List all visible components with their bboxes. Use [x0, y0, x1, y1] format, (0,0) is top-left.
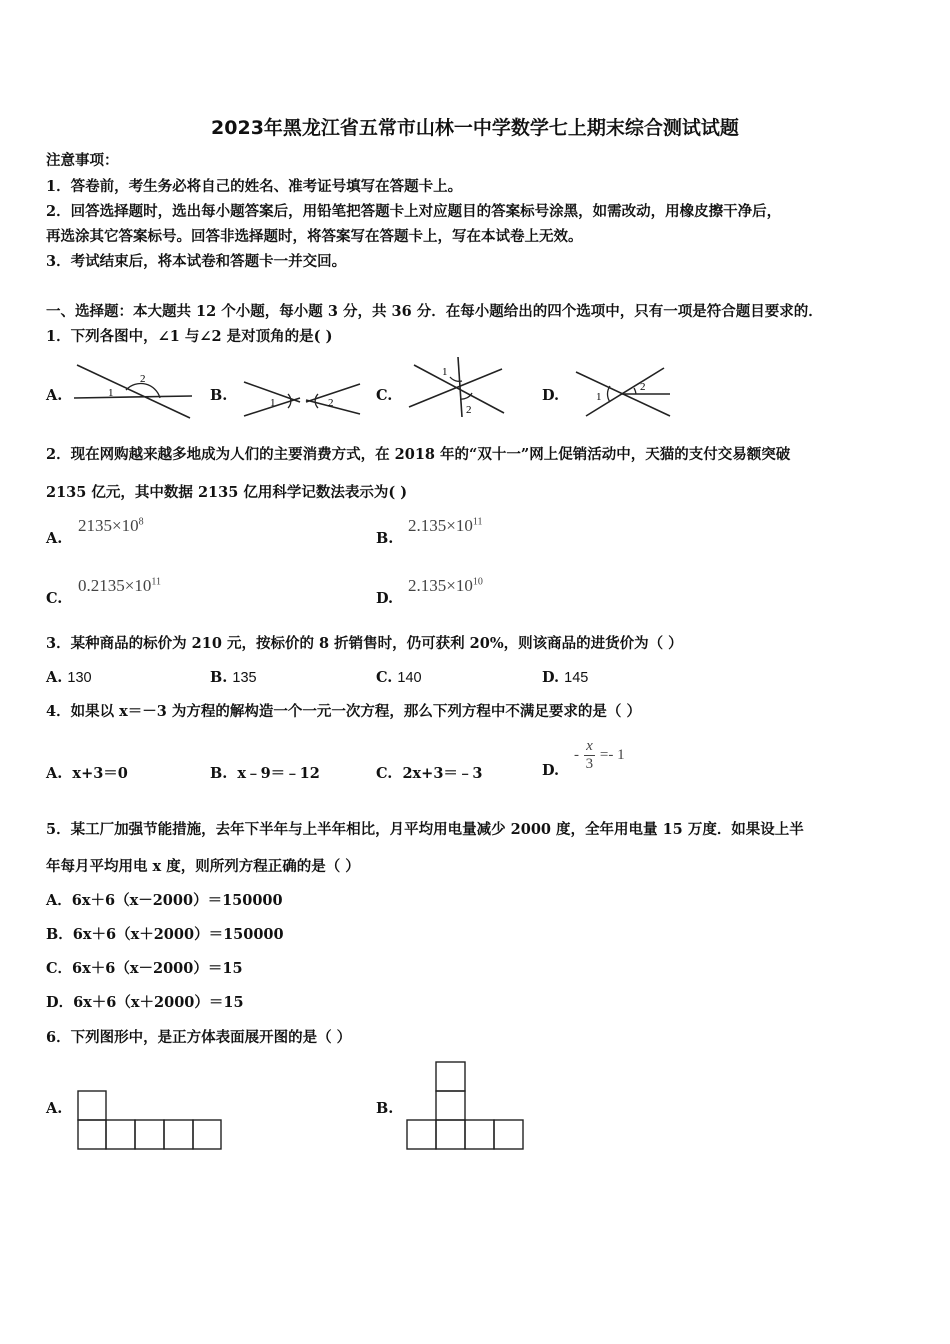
question-2-stem: 2．现在网购越来越多地成为人们的主要消费方式，在 2018 年的“双十一”网上促销活动中，天猫的支付交易额突破 [46, 446, 791, 463]
q1-option-d-label[interactable]: D. [542, 387, 560, 404]
q3-option-a[interactable]: A. 130 [46, 669, 92, 686]
q2-option-d-value: $2.135\times 10^{10}$ [408, 576, 483, 595]
q6-figure-b [406, 1060, 528, 1152]
notes-item: 3．考试结束后，将本试卷和答题卡一并交回。 [46, 253, 347, 270]
q2-option-d-label[interactable]: D. [376, 590, 394, 607]
q1-figure-a-label-2: 2 [140, 373, 146, 385]
q1-option-b-label[interactable]: B. [210, 387, 228, 404]
q1-figure-c [404, 355, 509, 420]
q5-option-c[interactable]: C．6x＋6（x－2000）＝15 [46, 960, 243, 977]
notes-item: 再选涂其它答案标号。回答非选择题时，将答案写在答题卡上，写在本试卷上无效。 [46, 228, 583, 245]
q1-figure-b [240, 378, 365, 418]
q1-figure-c-label-2: 2 [466, 404, 472, 416]
question-6-stem: 6．下列图形中，是正方体表面展开图的是（ ） [46, 1029, 352, 1046]
question-3-stem: 3．某种商品的标价为 210 元，按标价的 8 折销售时，仍可获利 20%，则该商品的进货价为（ ） [46, 635, 683, 652]
q1-figure-d-label-2: 2 [640, 381, 646, 393]
q3-option-c[interactable]: C. 140 [376, 669, 422, 686]
q2-option-c-label[interactable]: C. [46, 590, 63, 607]
q3-option-d[interactable]: D. 145 [542, 669, 589, 686]
q4-option-c[interactable]: C. 2x+3＝﹣3 [376, 765, 483, 782]
q1-figure-d-label-1: 1 [596, 391, 602, 403]
question-1-stem: 1．下列各图中，∠1 与∠2 是对顶角的是( ) [46, 328, 333, 345]
section-heading: 一、选择题：本大题共 12 个小题，每小题 3 分，共 36 分．在每小题给出的四个选项中，只有一项是符合题目要求的． [46, 303, 823, 320]
q2-option-a-label[interactable]: A. [46, 530, 63, 547]
q4-option-d-label[interactable]: D. [542, 762, 560, 779]
q1-figure-c-label-1: 1 [442, 366, 448, 378]
notes-item: 1．答卷前，考生务必将自己的姓名、准考证号填写在答题卡上。 [46, 178, 463, 195]
q5-option-b[interactable]: B．6x＋6（x＋2000）＝150000 [46, 926, 284, 943]
question-4-stem: 4．如果以 x＝－3 为方程的解构造一个一元一次方程，那么下列方程中不满足要求的是（ ） [46, 703, 641, 720]
q1-option-a-label[interactable]: A. [46, 387, 63, 404]
q3-option-b[interactable]: B. 135 [210, 669, 257, 686]
q1-option-c-label[interactable]: C. [376, 387, 393, 404]
q1-figure-a-label-1: 1 [108, 387, 114, 399]
question-5-stem-cont: 年每月平均用电 x 度，则所列方程正确的是（ ） [46, 858, 360, 875]
q4-option-b[interactable]: B. x﹣9＝﹣12 [210, 765, 320, 782]
q6-option-b-label[interactable]: B. [376, 1100, 394, 1117]
q5-option-a[interactable]: A．6x＋6（x－2000）＝150000 [46, 892, 283, 909]
q1-figure-a [72, 360, 197, 424]
q6-figure-a [77, 1090, 225, 1152]
q2-option-b-value: $2.135\times 10^{11}$ [408, 516, 483, 535]
q1-figure-b-label-1: 1 [270, 397, 276, 409]
q5-option-d[interactable]: D．6x＋6（x＋2000）＝15 [46, 994, 244, 1011]
q4-option-a[interactable]: A. x+3＝0 [46, 765, 128, 782]
q6-option-a-label[interactable]: A. [46, 1100, 63, 1117]
question-5-stem: 5．某工厂加强节能措施，去年下半年与上半年相比，月平均用电量减少 2000 度，全年用电量 15 万度．如果设上半 [46, 821, 804, 838]
q2-option-b-label[interactable]: B. [376, 530, 394, 547]
question-2-stem-cont: 2135 亿元，其中数据 2135 亿用科学记数法表示为( ) [46, 484, 408, 501]
notes-heading: 注意事项： [46, 152, 119, 169]
q1-figure-d [572, 360, 677, 422]
notes-item: 2．回答选择题时，选出每小题答案后，用铅笔把答题卡上对应题目的答案标号涂黑，如需改动，用橡皮擦干净后， [46, 203, 782, 220]
page-title: 2023年黑龙江省五常市山林一中学数学七上期末综合测试试题 [211, 117, 739, 139]
q2-option-c-value: $0.2135\times 10^{11}$ [78, 576, 161, 595]
q1-figure-b-label-2: 2 [328, 397, 334, 409]
q4-option-d-fraction: - $\frac{x}{3}$ =- 1 [574, 738, 625, 772]
q2-option-a-value: $2135\times 10^8$ [78, 516, 144, 535]
